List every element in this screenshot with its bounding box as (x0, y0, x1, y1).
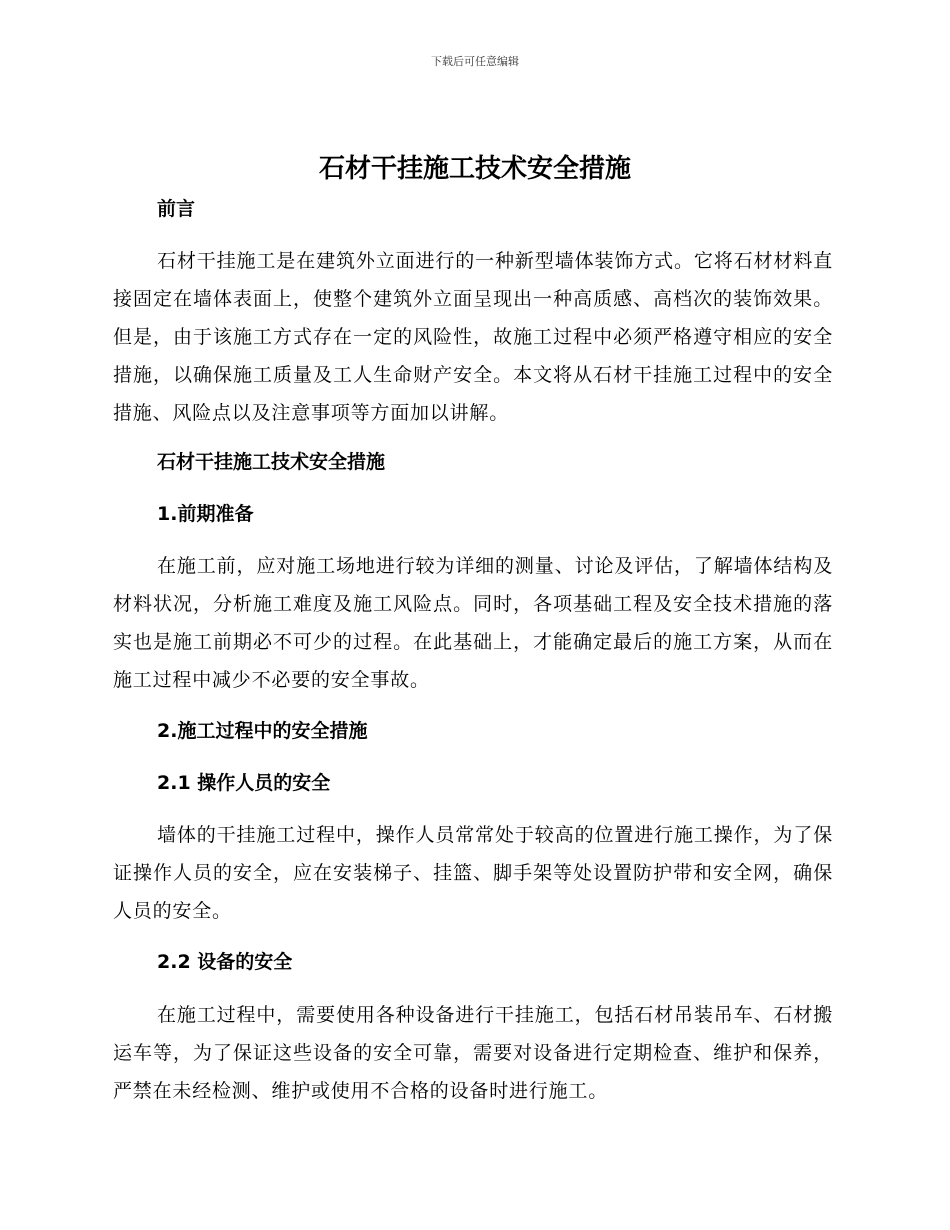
heading-section-1: 1.前期准备 (157, 503, 254, 525)
heading-section-2-1: 2.1 操作人员的安全 (157, 772, 331, 794)
paragraph-section-2-1: 墙体的干挂施工过程中，操作人员常常处于较高的位置进行施工操作，为了保证操作人员的安全，应在安装梯子、挂篮、脚手架等处设置防护带和安全网，确保人员的安全。 (113, 824, 833, 922)
heading-main: 石材干挂施工技术安全措施 (157, 451, 386, 473)
heading-section-2: 2.施工过程中的安全措施 (157, 720, 368, 742)
header-note: 下载后可任意编辑 (431, 55, 519, 68)
paragraph-foreword: 石材干挂施工是在建筑外立面进行的一种新型墙体装饰方式。它将石材材料直接固定在墙体表面上，使整个建筑外立面呈现出一种高质感、高档次的装饰效果。但是，由于该施工方式存在一定的风险性，故施工过程中必须严格遵守相应的安全措施，以确保施工质量及工人生命财产安全。本文将从石材干挂施工过程中的安全措施、风险点以及注意事项等方面加以讲解。 (113, 250, 833, 424)
document-title: 石材干挂施工技术安全措施 (318, 154, 631, 184)
paragraph-section-2-2: 在施工过程中，需要使用各种设备进行干挂施工，包括石材吊装吊车、石材搬运车等，为了保证这些设备的安全可靠，需要对设备进行定期检查、维护和保养，严禁在未经检测、维护或使用不合格的设备时进行施工。 (113, 1004, 833, 1102)
paragraph-section-1: 在施工前，应对施工场地进行较为详细的测量、讨论及评估，了解墙体结构及材料状况，分析施工难度及施工风险点。同时，各项基础工程及安全技术措施的落实也是施工前期必不可少的过程。在此基础上，才能确定最后的施工方案，从而在施工过程中减少不必要的安全事故。 (113, 555, 833, 691)
heading-section-2-2: 2.2 设备的安全 (157, 951, 293, 973)
heading-foreword: 前言 (157, 198, 196, 220)
